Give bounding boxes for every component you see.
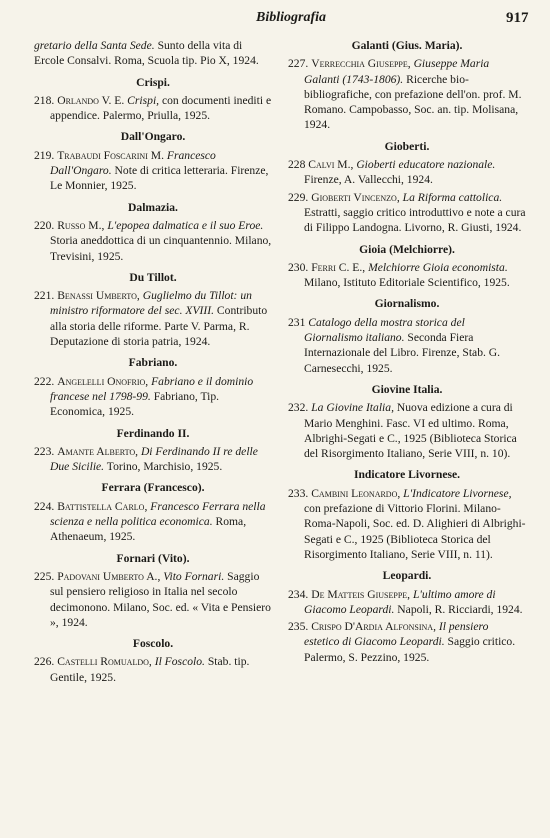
section-heading: Fabriano. [128,356,178,370]
entry-author: Padovani Umberto A., [57,569,161,583]
entry-details: Firenze, A. Vallecchi, 1924. [304,173,433,187]
bibliography-entry [288,56,526,132]
entry-title: L'epopea dalmatica e il suo Eroe. [107,218,264,232]
section-heading: Indicatore Livornese. [353,468,461,482]
bibliography-section [34,75,272,124]
bibliography-entry [288,190,526,236]
bibliography-entry [34,288,272,349]
entry-author: Battistella Carlo, [57,499,148,513]
entry-details: Napoli, R. Ricciardi, 1924. [397,602,523,616]
section-heading: Ferdinando II. [116,426,190,440]
section-heading: Foscolo. [132,637,174,651]
entry-title: La Riforma cattolica. [402,190,503,204]
bibliography-entry [288,486,526,562]
bibliography-section [34,480,272,544]
entry-details: Fabriano, Tip. Economica, 1925. [50,389,220,419]
section-heading: Dall'Ongaro. [120,130,186,144]
bibliography-entry [288,315,526,376]
section-heading: Du Tillot. [129,270,177,284]
entry-title: Francesco Ferrara nella scienza e nella politica economica. [50,499,266,529]
entry-number: 231 [288,315,306,329]
entry-author: Russo M., [57,218,105,232]
entry-number: 230. [288,260,309,274]
entry-details: Stab. tip. Gentile, 1925. [50,655,250,684]
entry-number: 223. [34,444,55,458]
bibliography-entry [34,374,272,420]
entry-author: Orlando V. E. [57,93,125,107]
entry-author: Trabaudi Foscarini M. [57,148,164,162]
entry-details: Estratti, saggio critico introduttivo e note a cura di Filippo Landogna. Livorno, R. Giusti, 1924. [304,205,526,235]
section-heading: Gioberti. [384,139,430,153]
entry-number: 228 [288,158,306,172]
entry-title: Il pensiero estetico di Giacomo Leopardi. [304,620,489,649]
bibliography-section [34,200,272,264]
section-heading: Crispi. [136,75,170,89]
entry-author: Calvi M., [308,158,354,172]
entry-author: Amante Alberto, [57,444,139,458]
section-heading: Leopardi. [382,569,432,583]
entry-title: gretario della Santa Sede. [34,39,155,52]
bibliography-entry [288,587,526,618]
entry-details: Torino, Marchisio, 1925. [106,460,223,474]
entry-author: Gioberti Vincenzo, [311,190,400,204]
entry-title: Francesco Dall'Ongaro. [50,148,216,178]
bibliography-section [34,129,272,193]
bibliography-entry [34,444,272,475]
section-heading: Giovine Italia. [371,382,443,396]
entry-title: Guglielmo du Tillot: un ministro riformatore del sec. XVIII. [50,289,252,318]
entry-title: Il Foscolo. [154,655,205,669]
entry-details: Saggio critico. Palermo, S. Pezzino, 1925. [304,635,516,664]
entry-details: Saggio sul pensiero religioso in Italia nel secolo decimonono. Milano, Soc. ed. « Vita e Pensiero », 1924. [50,569,271,629]
section-heading: Gioia (Melchiorre). [359,242,455,256]
bibliography-section [288,296,526,375]
entry-number: 226. [34,655,55,669]
entry-details: Ricerche bio-bibliografiche, con prefazione dell'on. prof. M. Romano. Campobasso, Soc. an. tip. Molisana, 1924. [304,72,522,132]
entry-author: Cambini Leonardo, [311,486,401,500]
bibliography-section [34,636,272,685]
section-heading: Giornalismo. [374,297,440,311]
entry-details: Roma, Athenaeum, 1925. [50,515,247,544]
entry-author: Castelli Romualdo, [57,655,152,669]
bibliography-entry [34,93,272,124]
entry-title: Giuseppe Maria Galanti (1743-1806). [304,57,490,86]
bibliography-section [34,355,272,419]
entry-title: L'ultimo amore di Giacomo Leopardi. [304,587,496,616]
running-title: Bibliografia [256,10,327,25]
bibliography-entry [288,260,526,291]
bibliography-entry [34,499,272,545]
bibliography-section [288,467,526,562]
entry-number: 233. [288,486,309,500]
section-heading: Ferrara (Francesco). [101,481,205,495]
bibliography-section [288,382,526,461]
entry-author: Ferri C. E., [311,260,366,274]
entry-author: De Matteis Giuseppe, [311,587,411,601]
bibliography-section [288,568,526,665]
entry-details: Nuova edizione a cura di Mario Menghini. Fasc. VI ed ultimo. Roma, Albrighi-Segati e C., 1925 (Biblioteca Storica del Risorgimento Italiano, Serie VIII, n. 10). [304,401,517,461]
entry-details: Note di critica letteraria. Firenze, Le Monnier, 1925. [50,164,269,193]
entry-number: 220. [34,218,55,232]
entry-number: 219. [34,148,55,162]
entry-number: 218. [34,93,55,107]
entry-title: Crispi, [127,93,160,107]
entry-details: con documenti inediti e appendice. Palermo, Priulla, 1925. [50,93,272,123]
page-number: 917 [506,10,529,26]
entry-title: L'Indicatore Livornese, [403,486,512,500]
section-heading: Fornari (Vito). [116,551,190,565]
bibliography-entry [288,619,526,665]
entry-number: 222. [34,374,55,388]
entry-number: 232. [288,401,309,415]
bibliography-entry [288,400,526,461]
entry-details: con prefazione di Vittorio Florini. Milano-Roma-Napoli, Soc. ed. D. Alighieri di Albrighi-Segati e C., 1925 (Biblioteca Storica del Risorgimento Italiano, Serie VIII, n. 11). [304,502,526,561]
entry-details: Milano, Istituto Editoriale Scientifico, 1925. [304,276,510,290]
bibliography-entry [34,148,272,194]
entry-details: Storia aneddottica di un cinquantennio. Milano, Trevisini, 1925. [50,234,272,263]
entry-number: 235. [288,620,309,634]
entry-number: 234. [288,587,309,601]
bibliography-section [34,426,272,475]
entry-number: 225. [34,569,55,583]
bibliography-section [288,56,526,132]
section-heading: Galanti (Gius. Maria). [351,39,463,52]
entry-title: La Giovine Italia, [311,401,394,415]
bibliography-entry [34,654,272,685]
entry-details: Seconda Fiera Internazionale del Libro. Firenze, Stab. G. Carnesecchi, 1925. [304,331,501,375]
entry-author: Verrecchia Giuseppe, [311,57,411,71]
bibliography-section [288,242,526,291]
entry-number: 221. [34,289,55,303]
entry-author: Angelelli Onofrio, [57,374,149,388]
section-heading: Dalmazia. [128,200,178,214]
entry-author: Crispo D'Ardia Alfonsina, [311,620,436,634]
entry-number: 227. [288,57,309,71]
entry-details: Sunto della vita di Ercole Consalvi. Roma, Scuola tip. Pio X, 1924. [34,39,259,68]
entry-title: Fabriano e il dominio francese nel 1798-99. [50,374,254,403]
entry-details: Contributo alla storia delle riforme. Parte V. Parma, R. Deputazione di storia patria, 1924. [50,304,268,349]
continued-entry [34,38,272,69]
entry-number: 224. [34,499,55,513]
bibliography-entry [288,157,526,188]
entry-title: Catalogo della mostra storica del Giornalismo italiano. [304,315,465,345]
entry-title: Melchiorre Gioia economista. [368,260,508,274]
entry-title: Gioberti educatore nazionale. [356,158,496,172]
bibliography-entry [34,569,272,630]
left-column [34,38,272,687]
bibliography-section [34,551,272,630]
entry-title: Di Ferdinando II re delle Due Sicilie. [50,444,258,474]
entry-title: Vito Fornari. [163,569,225,583]
bibliography-section [34,270,272,349]
bibliography-section [288,139,526,236]
bibliography-entry [34,218,272,264]
page-header [0,8,550,32]
right-column [288,38,526,667]
entry-author: Benassi Umberto, [57,289,140,303]
entry-number: 229. [288,190,309,204]
